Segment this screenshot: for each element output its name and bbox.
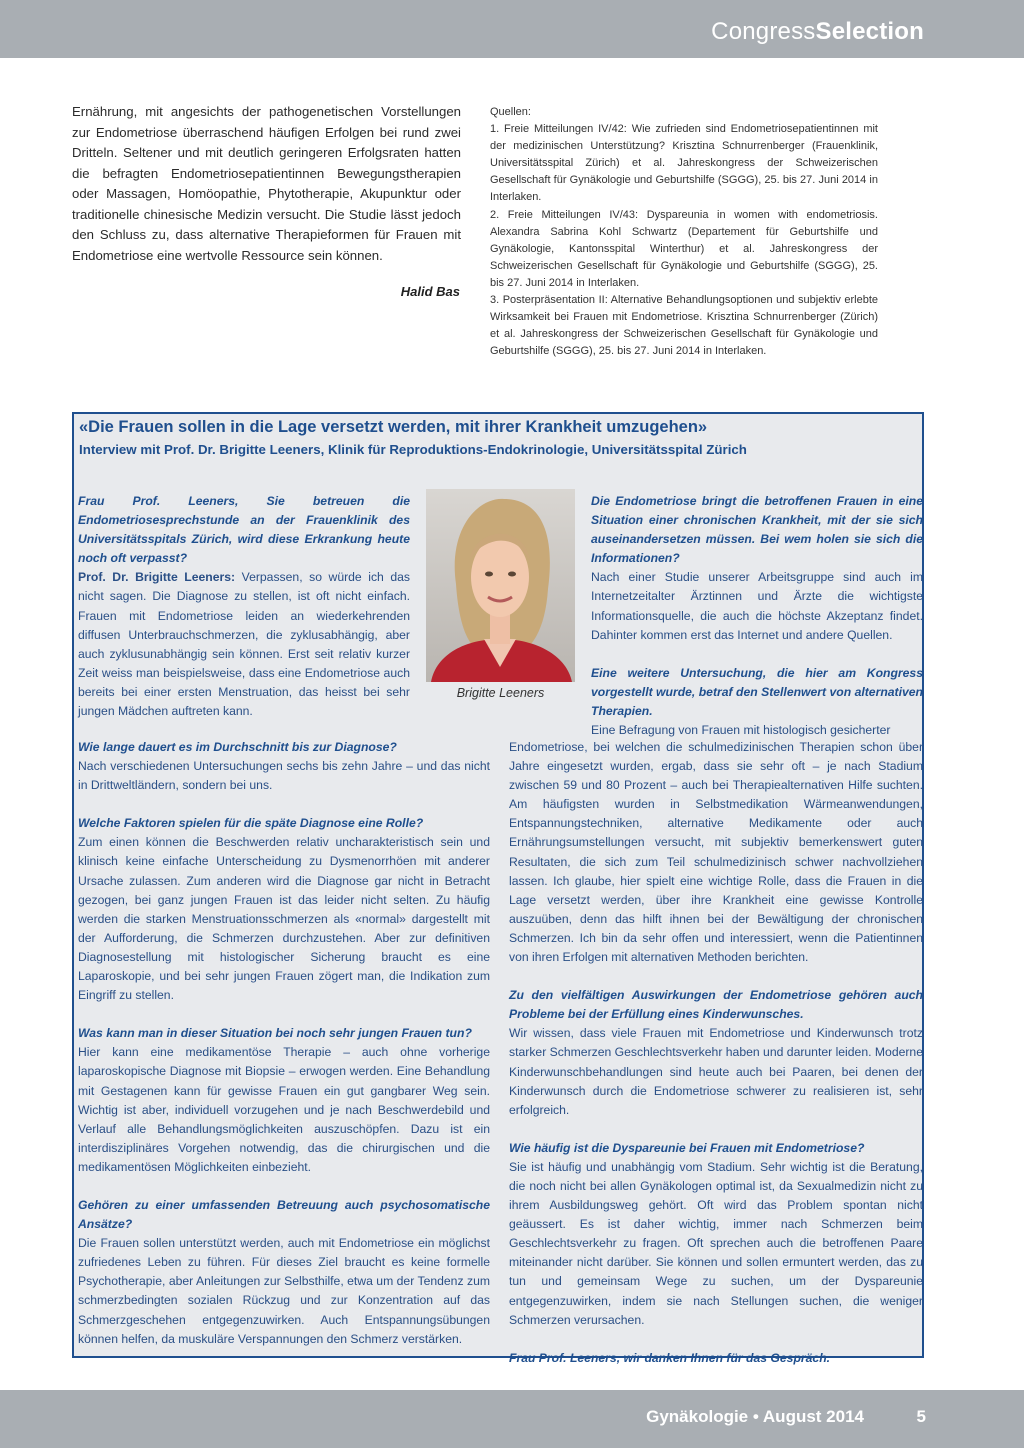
source-item: 2. Freie Mitteilungen IV/43: Dyspareunia in women with endometriosis. Alexandra Sabrina Kohl Schwartz (Departement für Geburtshilfe und Gynäkologie, Kantonsspital Winterthur) et al. Jahreskongress der Schweizerischen Gesellschaft für Gynäkologie und Geburtshilfe (SGGG), 25. bis 27. Juni 2014 in Interlaken. [490, 208, 878, 289]
source-item: 3. Posterpräsentation II: Alternative Behandlungsoptionen und subjektiv erlebte Wirksamkeit bei Frauen mit Endometriose. Krisztina Schnurrenberger (Zürich) et al. Jahreskongress der Schweizerischen Gesellschaft für Gynäkologie und Geburtshilfe (SGGG), 25. bis 27. Juni 2014 in Interlaken. [490, 294, 878, 358]
interview-answer: Sie ist häufig und unabhängig vom Stadium. Sehr wichtig ist die Beratung, die noch nicht bei allen Gynäkologen optimal ist, da Sexualmedizin nicht zu ihrem Ausbildungsweg gehört. Oft wird das Problem spontan nicht geäussert. Es ist daher wichtig, immer nach Schmerzen beim Geschlechtsverkehr zu fragen. Oft sprechen auch die betroffenen Paare miteinander nicht darüber. Sie können und sollen ermuntert werden, das zu tun und gemeinsam Wege zu suchen, um der Dyspareunie entgegenzuwirken, indem sie nach Stellungen suchen, die weniger Schmerzen verursachen. [509, 1159, 923, 1327]
article-closing-paragraph: Ernährung, mit angesichts der pathogenetischen Vorstellungen zur Endometriose überraschend häufigen Erfolgen bei rund zwei Dritteln. Seltener und mit deutlich geringeren Erfolgsraten hatten die befragten Endometriosepatientinnen Bewegungstherapien oder Massagen, Homöopathie, Phytotherapie, Akupunktur oder traditionelle chinesische Medizin versucht. Die Studie lässt jedoch den Schluss zu, dass alternative Therapieformen für Frauen mit Endometriose eine wertvolle Ressource sein können. [72, 104, 461, 263]
interview-answer-start: Eine Befragung von Frauen mit histologisch gesicherter [591, 723, 891, 738]
photo-caption: Brigitte Leeners [456, 686, 545, 700]
sources-list [490, 104, 878, 360]
journal-issue: Gynäkologie • August 2014 [646, 1407, 864, 1426]
page-header [0, 0, 1024, 58]
interview-question: Die Endometriose bringt die betroffenen Frauen in eine Situation einer chronischen Krankheit, mit der sie sich auseinandersetzen müssen. Bei wem holen sie sich die Informationen? [591, 494, 923, 566]
article-author: Halid Bas [400, 284, 460, 299]
interview-answer-continued: Endometriose, bei welchen die schulmedizinischen Therapien schon über Jahre eingesetzt wurden, ergab, dass sie sehr oft – je nach Stadium zwischen 59 und 80 Prozent – auch bei Therapiealternativen Hilfe suchten. Am häufigsten wurden in Selbstmedikation Wärmeanwendungen, Entspannungstechniken, alternative Medikamente oder auch Ernährungsumstellungen versucht, mit subjektiv bemerkenswert guten Resultaten, die sich zum Teil schulmedizinisch schwer nachvollziehen lassen. Ich glaube, hier spielt eine wichtige Rolle, dass die Frauen in die Lage versetzt werden, über ihre Krankheit eine gewisse Kontrolle auszuüben, denn das hilft ihnen bei der Bewältigung der chronischen Schmerzen. Ich bin da sehr offen und interessiert, wenn die Patientinnen von ihren Erfolgen mit alternativen Methoden berichten. [509, 740, 923, 965]
interview-answer: Hier kann eine medikamentöse Therapie – auch ohne vorherige laparoskopische Diagnose mit Biopsie – erwogen werden. Eine Behandlung mit Gestagenen kann für gewisse Frauen ein gut gangbarer Weg sein. Wichtig ist aber, individuell vorzugehen und je nach Beschwerdebild und Verlauf alle Behandlungsmöglichkeiten auszuschöpfen. Dazu ist ein interdisziplinäres Vorgehen notwendig, das die chirurgischen und die medikamentösen Möglichkeiten einbezieht. [78, 1045, 490, 1174]
interview-answer: Nach verschiedenen Untersuchungen sechs bis zehn Jahre – und das nicht in Drittweltländern, sondern bei uns. [78, 759, 490, 793]
answer-text: Verpassen, so würde ich das nicht sagen. Die Diagnose zu stellen, ist oft nicht einfach. Frauen mit Endometriose leiden an wiederkehrenden diffusen Unterbrauchschmerzen, die zyklusabhängig, aber auch zyklusunabhängig sein können. Erst seit relativ kurzer Zeit weiss man beispielsweise, dass eine Endometriose auch bereits bei einer ersten Menstruation, das heisst bei sehr jungen Mädchen auftreten kann. [78, 570, 410, 719]
interview-answer [78, 568, 410, 721]
magazine-section-brand [711, 18, 924, 46]
interview-answer: Wir wissen, dass viele Frauen mit Endometriose und Kinderwunsch trotz starker Schmerzen Geschlechtsverkehr haben und darunter leiden. Moderne Kinderwunschbehandlungen sind heute auch bei Paaren, bei denen der Kinderwunsch durch die Endometriose schwerer zu realisieren ist, sehr erfolgreich. [509, 1026, 923, 1117]
interview-question: Welche Faktoren spielen für die späte Diagnose eine Rolle? [78, 816, 424, 831]
brand-bold: Selection [815, 18, 924, 45]
interview-answer: Die Frauen sollen unterstützt werden, auch mit Endometriose ein möglichst zufriedenes Leben zu führen. Für dieses Ziel braucht es keine formelle Psychotherapie, aber Anleitungen zur Selbsthilfe, etwa um der Tendenz zum schmerzbedingten sozialen Rückzug und zur Konzentration auf das Schmerzgeschehen entgegenzuwirken. Auch Entspannungsübungen können helfen, da muskuläre Verspannungen den Schmerz verstärken. [78, 1236, 490, 1346]
interview-question: Wie lange dauert es im Durchschnitt bis zur Diagnose? [78, 740, 397, 754]
interview-question: Eine weitere Untersuchung, die hier am Kongress vorgestellt wurde, betraf den Stellenwert von alternativen Therapien. [591, 665, 923, 718]
interview-closing: Frau Prof. Leeners, wir danken Ihnen für das Gespräch. [509, 1350, 831, 1365]
portrait-illustration [426, 489, 575, 682]
interview-title: «Die Frauen sollen in die Lage versetzt werden, mit ihrer Krankheit umzugehen» [79, 418, 708, 436]
interview-column-left-top [78, 492, 410, 721]
interview-question: Zu den vielfältigen Auswirkungen der Endometriose gehören auch Probleme bei der Erfüllung eines Kinderwunsches. [509, 988, 923, 1022]
interview-column-right [509, 738, 923, 1368]
portrait-photo [426, 489, 575, 682]
answer-speaker: Prof. Dr. Brigitte Leeners: [78, 570, 236, 585]
interview-answer: Nach einer Studie unserer Arbeitsgruppe sind auch im Internetzeitalter Ärztinnen und Ärzte die wichtigste Informationsquelle, die auch die höchste Akzeptanz findet. Dahinter kommen erst das Internet und andere Quellen. [591, 570, 923, 642]
interview-column-right-top [591, 492, 923, 740]
sources-heading: Quellen: [490, 106, 531, 118]
interview-question: Was kann man in dieser Situation bei noch sehr jungen Frauen tun? [78, 1026, 472, 1041]
interview-question: Frau Prof. Leeners, Sie betreuen die Endometriosesprechstunde an der Frauenklinik des Universitätsspitals Zürich, wird diese Erkrankung heute noch oft verpasst? [78, 494, 410, 566]
interview-column-left [78, 738, 490, 1349]
interview-question: Wie häufig ist die Dyspareunie bei Frauen mit Endometriose? [509, 1140, 865, 1155]
interview-question: Gehören zu einer umfassenden Betreuung auch psychosomatische Ansätze? [78, 1197, 490, 1232]
interview-answer: Zum einen können die Beschwerden relativ uncharakteristisch sein und klinisch keine einfache Unterscheidung zu Dysmenorrhöen mit anderer Ursache zulassen. Zum anderen wird die Diagnose gar nicht in Betracht gezogen, bei ganz jungen Frauen ist das leider nicht selten. Zu häufig werden die starken Menstruationsschmerzen als «normal» dargestellt mit der Aufforderung, die Schmerzen durchzustehen. Aber zur definitiven Diagnosestellung mit histologischer Sicherung braucht es eine Laparoskopie, und bei sehr jungen Frauen zögert man, die Indikation zum Eingriff zu stellen. [78, 835, 490, 1003]
brand-regular: Congress [711, 18, 816, 45]
page-footer [0, 1390, 1024, 1448]
source-item: 1. Freie Mitteilungen IV/42: Wie zufrieden sind Endometriosepatientinnen mit der medizinischen Unterstützung? Krisztina Schnurrenberger (Frauenklinik, Universitätsspital Zürich) et al. Jahreskongress der Schweizerischen Gesellschaft für Gynäkologie und Geburtshilfe (SGGG), 25. bis 27. Juni 2014 in Interlaken. [490, 123, 878, 204]
page-number: 5 [916, 1407, 926, 1426]
interview-subtitle: Interview mit Prof. Dr. Brigitte Leeners, Klinik für Reproduktions-Endokrinologie, Universitätsspital Zürich [79, 442, 747, 457]
